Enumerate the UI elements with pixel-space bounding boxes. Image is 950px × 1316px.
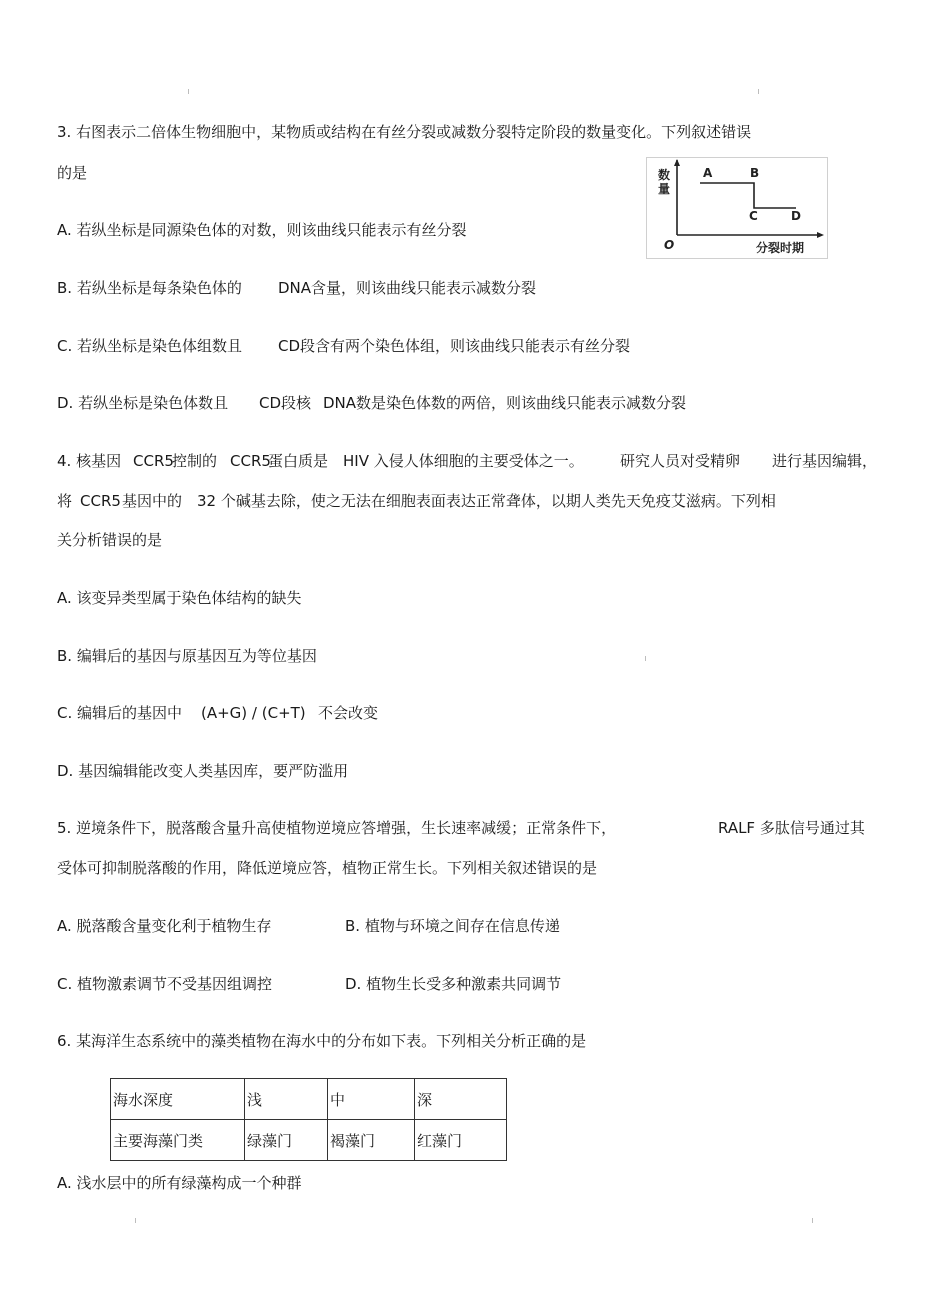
x-axis-arrow xyxy=(817,232,824,238)
point-a-label: A xyxy=(703,166,713,180)
q3-stem: 3. 右图表示二倍体生物细胞中，某物质或结构在有丝分裂或减数分裂特定阶段的数量变化。下列叙述错误 xyxy=(57,123,752,141)
table-cell: 褐藻门 xyxy=(328,1120,415,1161)
y-axis-arrow xyxy=(674,159,680,166)
q4-stem-2d: 32 个碱基去除，使之无法在细胞表面表达正常聋体，以期人类先天免疫艾滋病。下列相 xyxy=(197,492,776,510)
origin-label: O xyxy=(664,238,675,252)
scan-mark xyxy=(812,1218,813,1223)
table-row xyxy=(111,1079,507,1120)
scan-mark xyxy=(188,89,189,94)
table-cell: 浅 xyxy=(245,1079,328,1120)
q4-stem-2a: 将 xyxy=(57,492,73,510)
q4-stem-1c: 控制的 xyxy=(172,452,218,470)
q5-stem-2: 受体可抑制脱落酸的作用，降低逆境应答，植物正常生长。下列相关叙述错误的是 xyxy=(57,859,598,877)
q3-option-a: A. 若纵坐标是同源染色体的对数，则该曲线只能表示有丝分裂 xyxy=(57,221,467,239)
q4-stem-1f: HIV 入侵人体细胞的主要受体之一。 xyxy=(343,452,584,470)
q5-option-b: B. 植物与环境之间存在信息传递 xyxy=(345,917,560,935)
q3-figure xyxy=(646,157,828,259)
q4-option-b: B. 编辑后的基因与原基因互为等位基因 xyxy=(57,647,317,665)
table-row xyxy=(111,1120,507,1161)
q3-option-c: C. 若纵坐标是染色体组数且 xyxy=(57,337,243,355)
q4-stem-1h: 进行基因编辑， xyxy=(772,452,878,470)
q5-option-a: A. 脱落酸含量变化利于植物生存 xyxy=(57,917,272,935)
q4-option-c-end: 不会改变 xyxy=(318,704,379,722)
q5-option-c: C. 植物激素调节不受基因组调控 xyxy=(57,975,273,993)
table-cell: 海水深度 xyxy=(111,1079,245,1120)
q5-stem-1a: 5. 逆境条件下，脱落酸含量升高使植物逆境应答增强，生长速率减缓；正常条件下， xyxy=(57,819,617,837)
q3-option-d: D. 若纵坐标是染色体数且 xyxy=(57,394,229,412)
x-axis-label: 分裂时期 xyxy=(756,241,805,255)
q5-stem-1b: RALF 多肽信号通过其 xyxy=(718,819,865,837)
q4-option-d: D. 基因编辑能改变人类基因库，要严防滥用 xyxy=(57,762,349,780)
q4-option-a: A. 该变异类型属于染色体结构的缺失 xyxy=(57,589,302,607)
q6-stem: 6. 某海洋生态系统中的藻类植物在海水中的分布如下表。下列相关分析正确的是 xyxy=(57,1032,587,1050)
point-c-label: C xyxy=(749,209,758,223)
q4-stem-1b: CCR5 xyxy=(133,452,174,470)
table-cell: 中 xyxy=(328,1079,415,1120)
q5-option-d: D. 植物生长受多种激素共同调节 xyxy=(345,975,562,993)
q4-stem-1e: 蛋白质是 xyxy=(268,452,329,470)
point-b-label: B xyxy=(750,166,760,180)
q4-stem-1d: CCR5 xyxy=(230,452,271,470)
y-axis-label-1: 数 xyxy=(658,168,671,182)
table-cell: 绿藻门 xyxy=(245,1120,328,1161)
q3-option-b-cont: DNA含量，则该曲线只能表示减数分裂 xyxy=(278,279,537,297)
y-axis-label-2: 量 xyxy=(658,182,671,196)
table-cell: 红藻门 xyxy=(415,1120,507,1161)
q3-stem-cont: 的是 xyxy=(57,164,88,182)
curve xyxy=(700,183,796,208)
q4-option-c-formula: (A+G) / (C+T) xyxy=(201,704,306,722)
table-cell: 深 xyxy=(415,1079,507,1120)
scan-mark xyxy=(645,656,646,661)
q6-option-a: A. 浅水层中的所有绿藻构成一个种群 xyxy=(57,1174,302,1192)
scan-mark xyxy=(135,1218,136,1223)
q4-stem-1g: 研究人员对受精卵 xyxy=(620,452,741,470)
q4-stem-1a: 4. 核基因 xyxy=(57,452,122,470)
scan-mark xyxy=(758,89,759,94)
q3-option-d-cont: CD段核 xyxy=(259,394,312,412)
algae-distribution-table xyxy=(110,1078,507,1161)
q4-stem-3: 关分析错误的是 xyxy=(57,531,163,549)
q3-option-b: B. 若纵坐标是每条染色体的 xyxy=(57,279,242,297)
point-d-label: D xyxy=(791,209,801,223)
q4-stem-2b: CCR5 xyxy=(80,492,121,510)
q3-option-d-cont2: DNA数是染色体数的两倍，则该曲线只能表示减数分裂 xyxy=(323,394,687,412)
q3-option-c-cont: CD段含有两个染色体组，则该曲线只能表示有丝分裂 xyxy=(278,337,631,355)
table-cell: 主要海藻门类 xyxy=(111,1120,245,1161)
q4-stem-2c: 基因中的 xyxy=(122,492,183,510)
q4-option-c: C. 编辑后的基因中 xyxy=(57,704,183,722)
